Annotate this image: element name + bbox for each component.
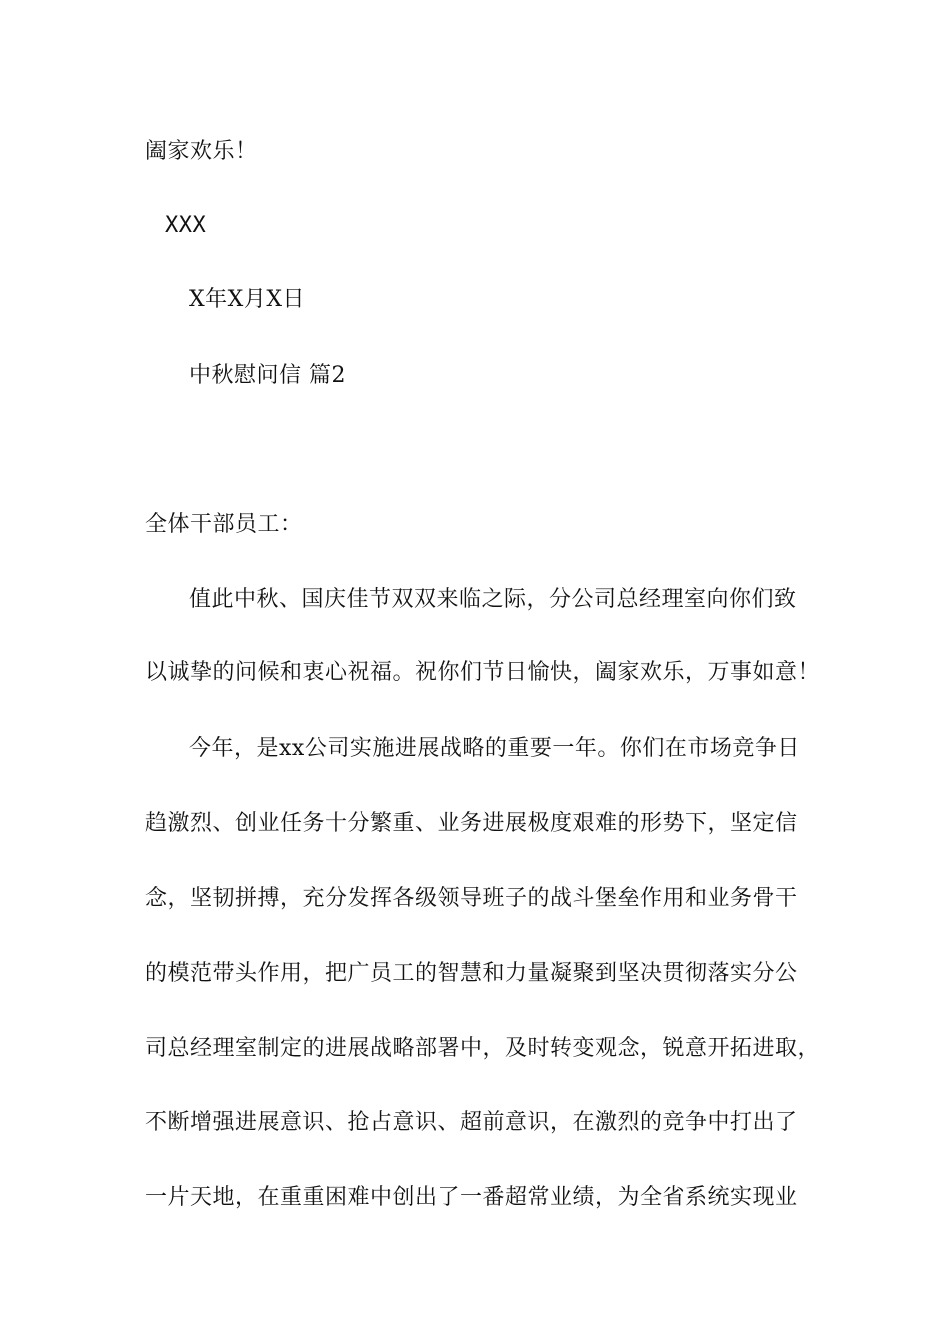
date-line: X年X月X日 [189,287,305,312]
paragraph-line: 值此中秋、国庆佳节双双来临之际，分公司总经理室向你们致 [189,587,797,612]
salutation: 全体干部员工： [145,512,303,537]
paragraph-line: 念，坚韧拼搏，充分发挥各级领导班子的战斗堡垒作用和业务骨干 [145,886,798,911]
section-heading: 中秋慰问信 篇2 [189,363,346,388]
paragraph-line: 不断增强进展意识、抢占意识、超前意识，在激烈的竞争中打出了 [145,1110,798,1135]
paragraph-line: 趋激烈、创业任务十分繁重、业务进展极度艰难的形势下，坚定信 [145,811,798,836]
closing-wish-line: 阖家欢乐！ [145,139,258,164]
signature: XXX [165,213,207,238]
paragraph-line: 以诚挚的问候和衷心祝福。祝你们节日愉快，阖家欢乐，万事如意！ [145,660,821,685]
paragraph-line: 司总经理室制定的进展战略部署中，及时转变观念，锐意开拓进取， [145,1036,821,1061]
paragraph-line: 今年，是xx公司实施进展战略的重要一年。你们在市场竞争日 [189,736,800,761]
paragraph-line: 的模范带头作用，把广员工的智慧和力量凝聚到坚决贯彻落实分公 [145,961,798,986]
paragraph-line: 一片天地，在重重困难中创出了一番超常业绩，为全省系统实现业 [145,1185,798,1210]
